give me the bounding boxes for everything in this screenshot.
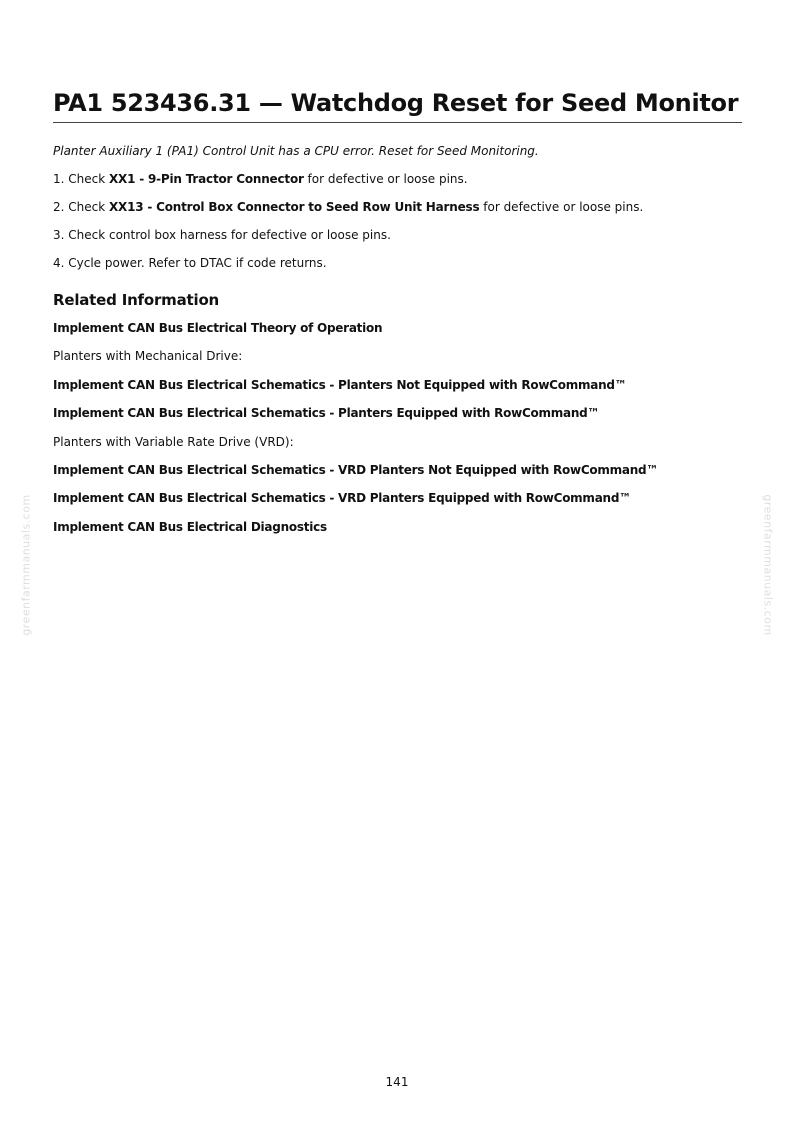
title-divider <box>53 122 742 123</box>
related-information-list <box>53 319 658 546</box>
related-label-vrd: Planters with Variable Rate Drive (VRD): <box>53 434 294 449</box>
step-item <box>53 254 643 272</box>
step-item <box>53 226 643 244</box>
step-link-xx1[interactable]: XX1 - 9-Pin Tractor Connector <box>109 172 304 186</box>
related-link-vrd-schematics-not-rowcommand[interactable]: Implement CAN Bus Electrical Schematics - VRD Planters Not Equipped with RowCommand™ <box>53 462 659 477</box>
related-link-theory-of-operation[interactable]: Implement CAN Bus Electrical Theory of Operation <box>53 321 383 335</box>
related-link-schematics-rowcommand[interactable]: Implement CAN Bus Electrical Schematics - Planters Equipped with RowCommand™ <box>53 406 600 421</box>
page-title: PA1 523436.31 — Watchdog Reset for Seed Monitor <box>53 89 739 117</box>
related-link-diagnostics[interactable]: Implement CAN Bus Electrical Diagnostics <box>53 519 327 534</box>
watermark-right: greenfarmmanuals.com <box>761 494 775 636</box>
step-item <box>53 198 643 216</box>
steps-list <box>53 170 643 282</box>
step-text: for defective or loose pins. <box>479 200 644 214</box>
step-text: 1. Check <box>53 172 109 186</box>
step-item <box>53 170 643 188</box>
related-link-schematics-not-rowcommand[interactable]: Implement CAN Bus Electrical Schematics - Planters Not Equipped with RowCommand™ <box>53 377 627 392</box>
step-text: 2. Check <box>53 200 109 214</box>
related-label-mechanical-drive: Planters with Mechanical Drive: <box>53 349 243 364</box>
page-number: 141 <box>385 1075 409 1089</box>
step-link-xx13[interactable]: XX13 - Control Box Connector to Seed Row Unit Harness <box>109 200 480 214</box>
related-information-heading: Related Information <box>53 291 220 309</box>
step-text: 4. Cycle power. Refer to DTAC if code returns. <box>53 256 327 270</box>
step-text: for defective or loose pins. <box>303 172 468 186</box>
intro-text: Planter Auxiliary 1 (PA1) Control Unit has a CPU error. Reset for Seed Monitoring. <box>53 144 539 158</box>
related-link-vrd-schematics-rowcommand[interactable]: Implement CAN Bus Electrical Schematics - VRD Planters Equipped with RowCommand™ <box>53 491 631 506</box>
watermark-left: greenfarmmanuals.com <box>19 494 33 636</box>
step-text: 3. Check control box harness for defective or loose pins. <box>53 228 391 242</box>
